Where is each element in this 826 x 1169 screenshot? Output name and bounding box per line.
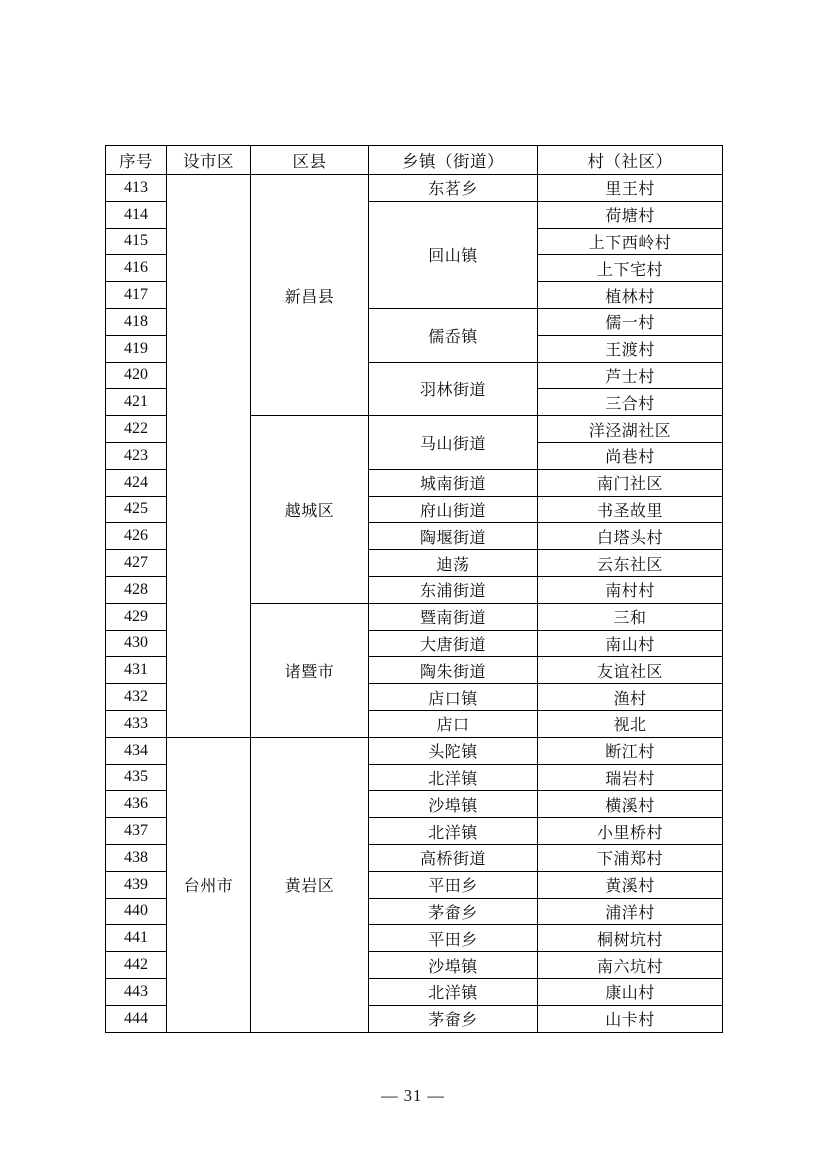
cell-index: 431 [106, 657, 167, 684]
cell-town: 陶堰街道 [369, 523, 538, 550]
cell-village: 浦洋村 [538, 898, 723, 925]
cell-town: 店口 [369, 710, 538, 737]
cell-town: 东浦街道 [369, 576, 538, 603]
cell-index: 437 [106, 818, 167, 845]
cell-county: 黄岩区 [251, 737, 369, 1032]
cell-village: 断江村 [538, 737, 723, 764]
village-table-container [105, 145, 722, 1033]
cell-index: 442 [106, 952, 167, 979]
column-header-town: 乡镇（街道） [369, 146, 538, 175]
cell-village: 友谊社区 [538, 657, 723, 684]
cell-index: 433 [106, 710, 167, 737]
cell-index: 415 [106, 228, 167, 255]
cell-village: 横溪村 [538, 791, 723, 818]
cell-village: 白塔头村 [538, 523, 723, 550]
cell-village: 王渡村 [538, 335, 723, 362]
cell-village: 三合村 [538, 389, 723, 416]
cell-village: 山卡村 [538, 1005, 723, 1032]
cell-village: 南门社区 [538, 469, 723, 496]
cell-village: 上下宅村 [538, 255, 723, 282]
cell-index: 413 [106, 175, 167, 202]
cell-index: 435 [106, 764, 167, 791]
cell-index: 427 [106, 550, 167, 577]
cell-index: 422 [106, 416, 167, 443]
cell-village: 黄溪村 [538, 871, 723, 898]
cell-village: 康山村 [538, 978, 723, 1005]
cell-village: 南山村 [538, 630, 723, 657]
cell-village: 芦士村 [538, 362, 723, 389]
cell-town: 北洋镇 [369, 764, 538, 791]
village-list-table [105, 145, 723, 1033]
cell-village: 视北 [538, 710, 723, 737]
cell-town: 府山街道 [369, 496, 538, 523]
cell-village: 三和 [538, 603, 723, 630]
cell-index: 430 [106, 630, 167, 657]
cell-town: 头陀镇 [369, 737, 538, 764]
cell-town: 回山镇 [369, 201, 538, 308]
cell-town: 马山街道 [369, 416, 538, 470]
cell-index: 444 [106, 1005, 167, 1032]
cell-index: 421 [106, 389, 167, 416]
cell-village: 瑞岩村 [538, 764, 723, 791]
cell-village: 南村村 [538, 576, 723, 603]
cell-index: 419 [106, 335, 167, 362]
cell-town: 暨南街道 [369, 603, 538, 630]
cell-village: 书圣故里 [538, 496, 723, 523]
cell-index: 426 [106, 523, 167, 550]
cell-town: 店口镇 [369, 684, 538, 711]
cell-town: 陶朱街道 [369, 657, 538, 684]
page-number: — 31 — [381, 1086, 445, 1105]
cell-village: 桐树坑村 [538, 925, 723, 952]
cell-village: 尚巷村 [538, 442, 723, 469]
cell-index: 438 [106, 844, 167, 871]
page-footer [0, 1086, 826, 1106]
cell-town: 儒岙镇 [369, 308, 538, 362]
table-header-row [106, 146, 723, 175]
cell-town: 平田乡 [369, 925, 538, 952]
cell-town: 东茗乡 [369, 175, 538, 202]
cell-city [167, 175, 251, 738]
cell-village: 上下西岭村 [538, 228, 723, 255]
cell-county: 越城区 [251, 416, 369, 604]
column-header-city: 设市区 [167, 146, 251, 175]
cell-village: 南六坑村 [538, 952, 723, 979]
cell-index: 417 [106, 282, 167, 309]
cell-index: 440 [106, 898, 167, 925]
cell-index: 423 [106, 442, 167, 469]
cell-index: 428 [106, 576, 167, 603]
cell-city: 台州市 [167, 737, 251, 1032]
cell-town: 平田乡 [369, 871, 538, 898]
cell-index: 436 [106, 791, 167, 818]
cell-village: 儒一村 [538, 308, 723, 335]
cell-village: 渔村 [538, 684, 723, 711]
cell-index: 420 [106, 362, 167, 389]
cell-index: 424 [106, 469, 167, 496]
cell-village: 植林村 [538, 282, 723, 309]
cell-village: 荷塘村 [538, 201, 723, 228]
cell-village: 云东社区 [538, 550, 723, 577]
table-header [106, 146, 723, 175]
cell-index: 439 [106, 871, 167, 898]
cell-county: 诸暨市 [251, 603, 369, 737]
cell-town: 大唐街道 [369, 630, 538, 657]
cell-town: 沙埠镇 [369, 952, 538, 979]
table-row [106, 175, 723, 202]
cell-town: 高桥街道 [369, 844, 538, 871]
cell-index: 418 [106, 308, 167, 335]
cell-county: 新昌县 [251, 175, 369, 416]
cell-village: 里王村 [538, 175, 723, 202]
cell-town: 茅畲乡 [369, 1005, 538, 1032]
cell-town: 城南街道 [369, 469, 538, 496]
cell-index: 414 [106, 201, 167, 228]
table-row [106, 737, 723, 764]
table-body [106, 175, 723, 1033]
column-header-county: 区县 [251, 146, 369, 175]
cell-index: 425 [106, 496, 167, 523]
cell-index: 432 [106, 684, 167, 711]
column-header-village: 村（社区） [538, 146, 723, 175]
cell-town: 北洋镇 [369, 818, 538, 845]
cell-town: 沙埠镇 [369, 791, 538, 818]
cell-town: 茅畲乡 [369, 898, 538, 925]
cell-index: 429 [106, 603, 167, 630]
column-header-index: 序号 [106, 146, 167, 175]
cell-index: 443 [106, 978, 167, 1005]
cell-town: 羽林街道 [369, 362, 538, 416]
cell-town: 北洋镇 [369, 978, 538, 1005]
cell-town: 迪荡 [369, 550, 538, 577]
cell-index: 434 [106, 737, 167, 764]
cell-village: 洋泾湖社区 [538, 416, 723, 443]
cell-village: 下浦郑村 [538, 844, 723, 871]
cell-village: 小里桥村 [538, 818, 723, 845]
cell-index: 416 [106, 255, 167, 282]
cell-index: 441 [106, 925, 167, 952]
